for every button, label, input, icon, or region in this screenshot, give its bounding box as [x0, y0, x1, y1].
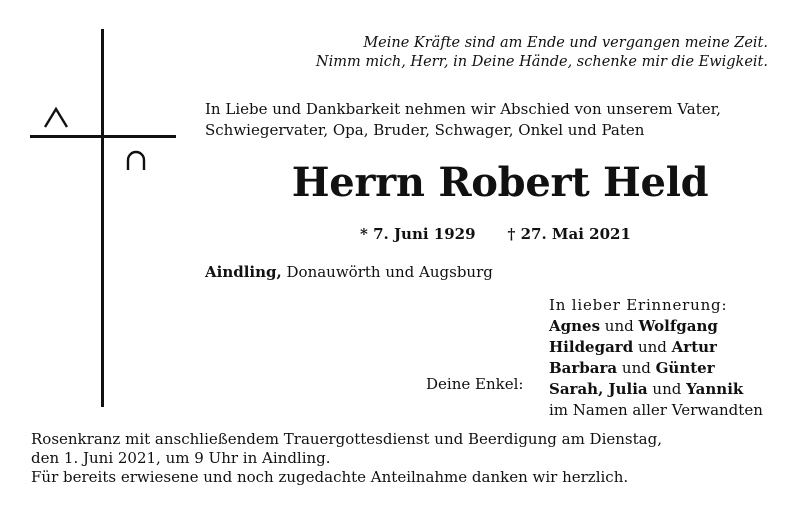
family-row	[549, 358, 763, 379]
footer-notice	[31, 430, 662, 487]
birth-date: * 7. Juni 1929	[360, 225, 476, 243]
place-main: Aindling,	[205, 263, 282, 281]
signoff-closing: im Namen aller Verwandten	[549, 401, 763, 419]
motto-line-2: Nimm mich, Herr, in Deine Hände, schenke mir die Ewigkeit.	[315, 54, 768, 70]
footer-line-1: Rosenkranz mit anschließendem Trauergottesdienst und Beerdigung am Dienstag,	[31, 430, 662, 448]
places	[205, 262, 493, 282]
family-conj: und	[617, 359, 656, 377]
motto	[300, 34, 768, 72]
family-conj: und	[633, 338, 672, 356]
omega-icon	[124, 150, 148, 172]
deceased-name: Herrn Robert Held	[291, 159, 709, 206]
cross-icon-horizontal-beam	[30, 135, 176, 138]
motto-line-1: Meine Kräfte sind am Ende und vergangen meine Zeit.	[363, 35, 768, 51]
family-name-a: Hildegard	[549, 338, 634, 356]
family-name-b: Artur	[671, 338, 717, 356]
family-row	[549, 316, 763, 337]
intro-line-1: In Liebe und Dankbarkeit nehmen wir Abschied von unserem Vater,	[205, 100, 721, 118]
intro-text	[205, 99, 721, 141]
cross-icon-vertical-beam	[101, 29, 104, 407]
grandchildren-label: Deine Enkel:	[426, 375, 524, 393]
footer-line-2: den 1. Juni 2021, um 9 Uhr in Aindling.	[31, 449, 331, 467]
family-name-b: Wolfgang	[638, 317, 718, 335]
family-row-grandchildren	[549, 379, 763, 400]
family-name-b: Günter	[655, 359, 715, 377]
family-conj: und	[600, 317, 639, 335]
intro-line-2: Schwiegervater, Opa, Bruder, Schwager, Onkel und Paten	[205, 121, 645, 139]
family-name-a: Sarah, Julia	[549, 380, 648, 398]
death-date: † 27. Mai 2021	[507, 225, 631, 243]
signoff-heading: In lieber Erinnerung:	[549, 296, 728, 314]
footer-line-3: Für bereits erwiesene und noch zugedachte Anteilnahme danken wir herzlich.	[31, 468, 629, 486]
family-name-b: Yannik	[686, 380, 744, 398]
place-rest: Donauwörth und Augsburg	[281, 263, 493, 281]
signoff	[549, 295, 763, 421]
life-dates	[360, 224, 631, 244]
family-name-a: Agnes	[549, 317, 601, 335]
family-conj: und	[647, 380, 687, 398]
alpha-icon	[43, 107, 69, 129]
family-name-a: Barbara	[549, 359, 618, 377]
family-row	[549, 337, 763, 358]
